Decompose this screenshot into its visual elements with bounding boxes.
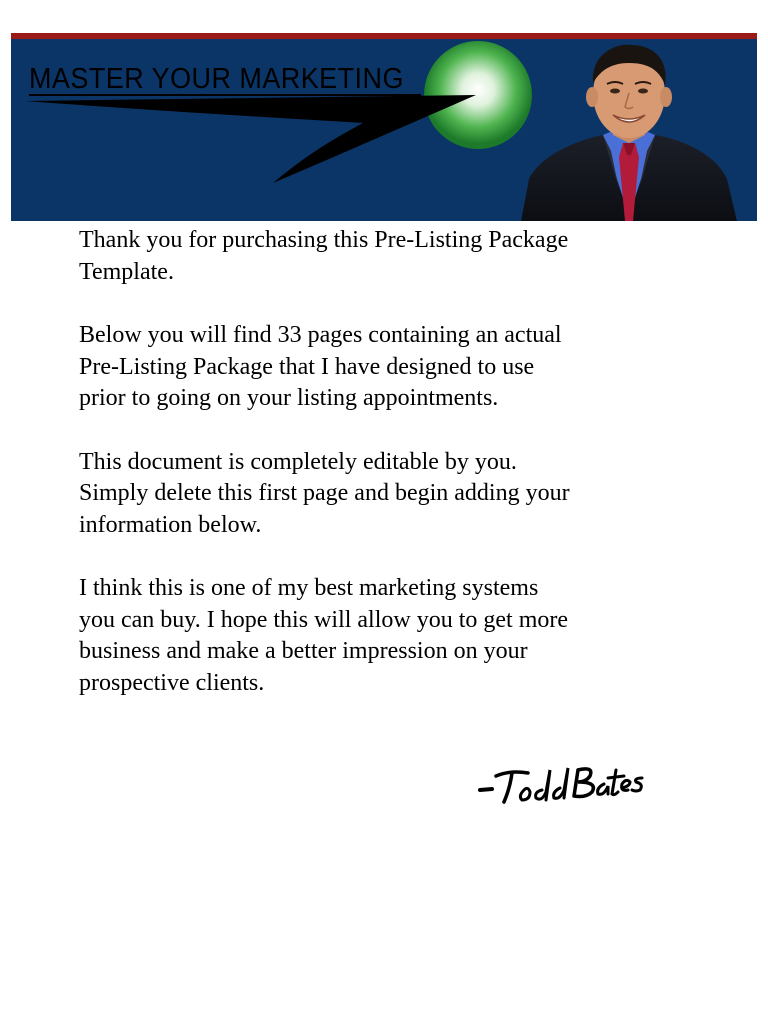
letter-paragraph: This document is completely editable by you. Simply delete this first page and begin adding your information below. [79,448,570,538]
letter-paragraph: Below you will find 33 pages containing an actual Pre-Listing Package that I have designed to use prior to going on your listing appointments. [79,322,562,411]
letter-paragraph: Thank you for purchasing this Pre-Listing Package Template. [79,227,569,285]
banner-title: MASTER YOUR MARKETING [29,63,404,95]
handwritten-signature [470,740,670,820]
letter-body [79,225,719,731]
portrait-photo [521,39,737,221]
header-banner [11,33,757,221]
letter-paragraph: I think this is one of my best marketing systems you can buy. I hope this will allow you to get more business and make a better impression on your prospective clients. [79,575,569,696]
swoosh-shape [25,95,476,183]
green-orb [424,41,532,149]
